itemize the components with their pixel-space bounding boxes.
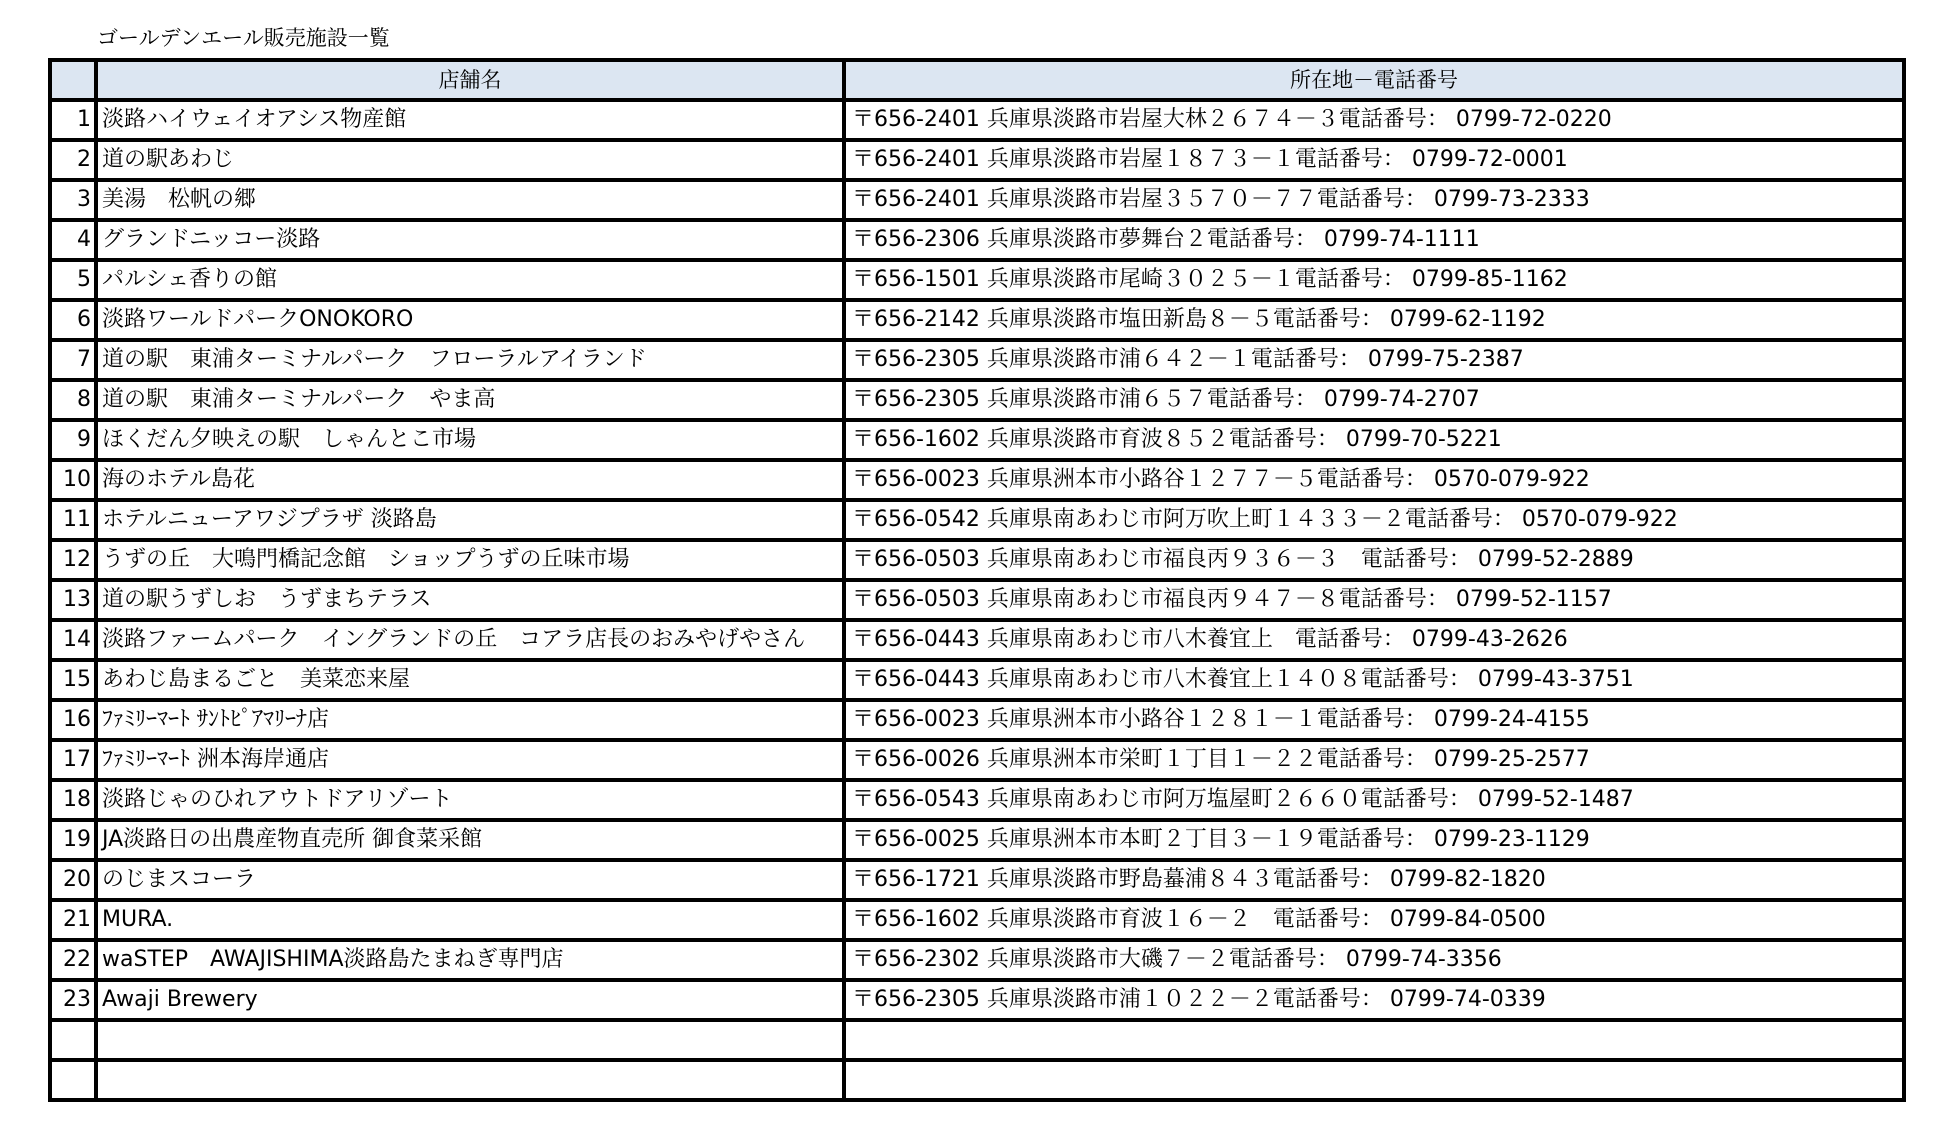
table-row bbox=[50, 500, 1904, 540]
table-row bbox=[50, 780, 1904, 820]
table-row bbox=[50, 260, 1904, 300]
store-name: パルシェ香りの館 bbox=[96, 260, 844, 300]
address-phone: 〒656-0543 兵庫県南あわじ市阿万塩屋町２６６０電話番号： 0799-52-1487 bbox=[844, 780, 1904, 820]
store-name bbox=[96, 1020, 844, 1060]
row-number: 19 bbox=[50, 820, 96, 860]
table-row bbox=[50, 940, 1904, 980]
store-name: 道の駅あわじ bbox=[96, 140, 844, 180]
store-name: グランドニッコー淡路 bbox=[96, 220, 844, 260]
store-name: 道の駅うずしお うずまちテラス bbox=[96, 580, 844, 620]
store-name: 淡路ワールドパークONOKORO bbox=[96, 300, 844, 340]
address-phone: 〒656-2302 兵庫県淡路市大磯７－２電話番号： 0799-74-3356 bbox=[844, 940, 1904, 980]
table-row bbox=[50, 580, 1904, 620]
store-name: 道の駅 東浦ターミナルパーク やま高 bbox=[96, 380, 844, 420]
row-number: 13 bbox=[50, 580, 96, 620]
store-name bbox=[96, 1060, 844, 1100]
row-number bbox=[50, 1060, 96, 1100]
row-number: 20 bbox=[50, 860, 96, 900]
address-phone: 〒656-2306 兵庫県淡路市夢舞台２電話番号： 0799-74-1111 bbox=[844, 220, 1904, 260]
row-number: 18 bbox=[50, 780, 96, 820]
store-name: うずの丘 大鳴門橋記念館 ショップうずの丘味市場 bbox=[96, 540, 844, 580]
store-name: JA淡路日の出農産物直売所 御食菜采館 bbox=[96, 820, 844, 860]
row-number: 22 bbox=[50, 940, 96, 980]
table-row bbox=[50, 340, 1904, 380]
table-row bbox=[50, 180, 1904, 220]
store-name: ほくだん夕映えの駅 しゃんとこ市場 bbox=[96, 420, 844, 460]
column-header-number bbox=[50, 60, 96, 100]
address-phone: 〒656-1602 兵庫県淡路市育波８５２電話番号： 0799-70-5221 bbox=[844, 420, 1904, 460]
table-row bbox=[50, 460, 1904, 500]
store-name: Awaji Brewery bbox=[96, 980, 844, 1020]
row-number: 4 bbox=[50, 220, 96, 260]
address-phone: 〒656-0542 兵庫県南あわじ市阿万吹上町１４３３－２電話番号： 0570-079-922 bbox=[844, 500, 1904, 540]
store-name: 海のホテル島花 bbox=[96, 460, 844, 500]
store-name: waSTEP AWAJISHIMA淡路島たまねぎ専門店 bbox=[96, 940, 844, 980]
row-number: 1 bbox=[50, 100, 96, 140]
address-phone: 〒656-1602 兵庫県淡路市育波１６－２ 電話番号： 0799-84-0500 bbox=[844, 900, 1904, 940]
sheet-title: ゴールデンエール販売施設一覧 bbox=[97, 26, 390, 50]
table-row-empty bbox=[50, 1060, 1904, 1100]
row-number: 2 bbox=[50, 140, 96, 180]
address-phone: 〒656-1501 兵庫県淡路市尾崎３０２５－１電話番号： 0799-85-1162 bbox=[844, 260, 1904, 300]
row-number: 11 bbox=[50, 500, 96, 540]
store-name: 淡路じゃのひれアウトドアリゾート bbox=[96, 780, 844, 820]
facilities-table bbox=[48, 58, 1906, 1102]
row-number: 15 bbox=[50, 660, 96, 700]
table-row bbox=[50, 740, 1904, 780]
table-row bbox=[50, 660, 1904, 700]
row-number: 10 bbox=[50, 460, 96, 500]
address-phone: 〒656-1721 兵庫県淡路市野島蟇浦８４３電話番号： 0799-82-1820 bbox=[844, 860, 1904, 900]
address-phone: 〒656-0503 兵庫県南あわじ市福良丙９３６－３ 電話番号： 0799-52-2889 bbox=[844, 540, 1904, 580]
address-phone: 〒656-0023 兵庫県洲本市小路谷１２７７－５電話番号： 0570-079-922 bbox=[844, 460, 1904, 500]
header-row bbox=[50, 60, 1904, 100]
row-number: 7 bbox=[50, 340, 96, 380]
address-phone: 〒656-0025 兵庫県洲本市本町２丁目３－１９電話番号： 0799-23-1129 bbox=[844, 820, 1904, 860]
store-name: 淡路ハイウェイオアシス物産館 bbox=[96, 100, 844, 140]
table-row bbox=[50, 300, 1904, 340]
store-name: 美湯 松帆の郷 bbox=[96, 180, 844, 220]
address-phone: 〒656-0443 兵庫県南あわじ市八木養宜上 電話番号： 0799-43-2626 bbox=[844, 620, 1904, 660]
table-row bbox=[50, 620, 1904, 660]
row-number: 23 bbox=[50, 980, 96, 1020]
address-phone: 〒656-2305 兵庫県淡路市浦６５７電話番号： 0799-74-2707 bbox=[844, 380, 1904, 420]
address-phone: 〒656-2401 兵庫県淡路市岩屋３５７０－７７電話番号： 0799-73-2333 bbox=[844, 180, 1904, 220]
row-number: 5 bbox=[50, 260, 96, 300]
store-name: 淡路ファームパーク イングランドの丘 コアラ店長のおみやげやさん bbox=[96, 620, 844, 660]
row-number: 21 bbox=[50, 900, 96, 940]
table-row bbox=[50, 540, 1904, 580]
address-phone: 〒656-2305 兵庫県淡路市浦６４２－１電話番号： 0799-75-2387 bbox=[844, 340, 1904, 380]
table-row bbox=[50, 100, 1904, 140]
address-phone bbox=[844, 1060, 1904, 1100]
row-number: 3 bbox=[50, 180, 96, 220]
address-phone: 〒656-2401 兵庫県淡路市岩屋大林２６７４－３電話番号： 0799-72-0220 bbox=[844, 100, 1904, 140]
table-row bbox=[50, 860, 1904, 900]
table-row bbox=[50, 980, 1904, 1020]
address-phone: 〒656-0023 兵庫県洲本市小路谷１２８１－１電話番号： 0799-24-4155 bbox=[844, 700, 1904, 740]
store-name: 道の駅 東浦ターミナルパーク フローラルアイランド bbox=[96, 340, 844, 380]
row-number: 14 bbox=[50, 620, 96, 660]
store-name: ﾌｧﾐﾘｰﾏｰﾄ ｻﾝﾄﾋﾟｱﾏﾘｰﾅ店 bbox=[96, 700, 844, 740]
address-phone: 〒656-2142 兵庫県淡路市塩田新島８－５電話番号： 0799-62-1192 bbox=[844, 300, 1904, 340]
table-row bbox=[50, 700, 1904, 740]
row-number: 8 bbox=[50, 380, 96, 420]
table-row bbox=[50, 900, 1904, 940]
table-row bbox=[50, 380, 1904, 420]
column-header-address-phone: 所在地－電話番号 bbox=[844, 60, 1904, 100]
address-phone: 〒656-0026 兵庫県洲本市栄町１丁目１－２２電話番号： 0799-25-2577 bbox=[844, 740, 1904, 780]
column-header-store-name: 店舗名 bbox=[96, 60, 844, 100]
store-name: のじまスコーラ bbox=[96, 860, 844, 900]
row-number: 12 bbox=[50, 540, 96, 580]
address-phone bbox=[844, 1020, 1904, 1060]
row-number: 16 bbox=[50, 700, 96, 740]
table-row bbox=[50, 220, 1904, 260]
store-name: あわじ島まるごと 美菜恋来屋 bbox=[96, 660, 844, 700]
store-name: ホテルニューアワジプラザ 淡路島 bbox=[96, 500, 844, 540]
store-name: ﾌｧﾐﾘｰﾏｰﾄ 洲本海岸通店 bbox=[96, 740, 844, 780]
table-row bbox=[50, 140, 1904, 180]
address-phone: 〒656-0503 兵庫県南あわじ市福良丙９４７－８電話番号： 0799-52-1157 bbox=[844, 580, 1904, 620]
store-name: MURA. bbox=[96, 900, 844, 940]
address-phone: 〒656-0443 兵庫県南あわじ市八木養宜上１４０８電話番号： 0799-43-3751 bbox=[844, 660, 1904, 700]
table-row bbox=[50, 820, 1904, 860]
address-phone: 〒656-2401 兵庫県淡路市岩屋１８７３－１電話番号： 0799-72-0001 bbox=[844, 140, 1904, 180]
row-number: 6 bbox=[50, 300, 96, 340]
row-number: 9 bbox=[50, 420, 96, 460]
address-phone: 〒656-2305 兵庫県淡路市浦１０２２－２電話番号： 0799-74-0339 bbox=[844, 980, 1904, 1020]
row-number bbox=[50, 1020, 96, 1060]
table-row-empty bbox=[50, 1020, 1904, 1060]
table-row bbox=[50, 420, 1904, 460]
row-number: 17 bbox=[50, 740, 96, 780]
